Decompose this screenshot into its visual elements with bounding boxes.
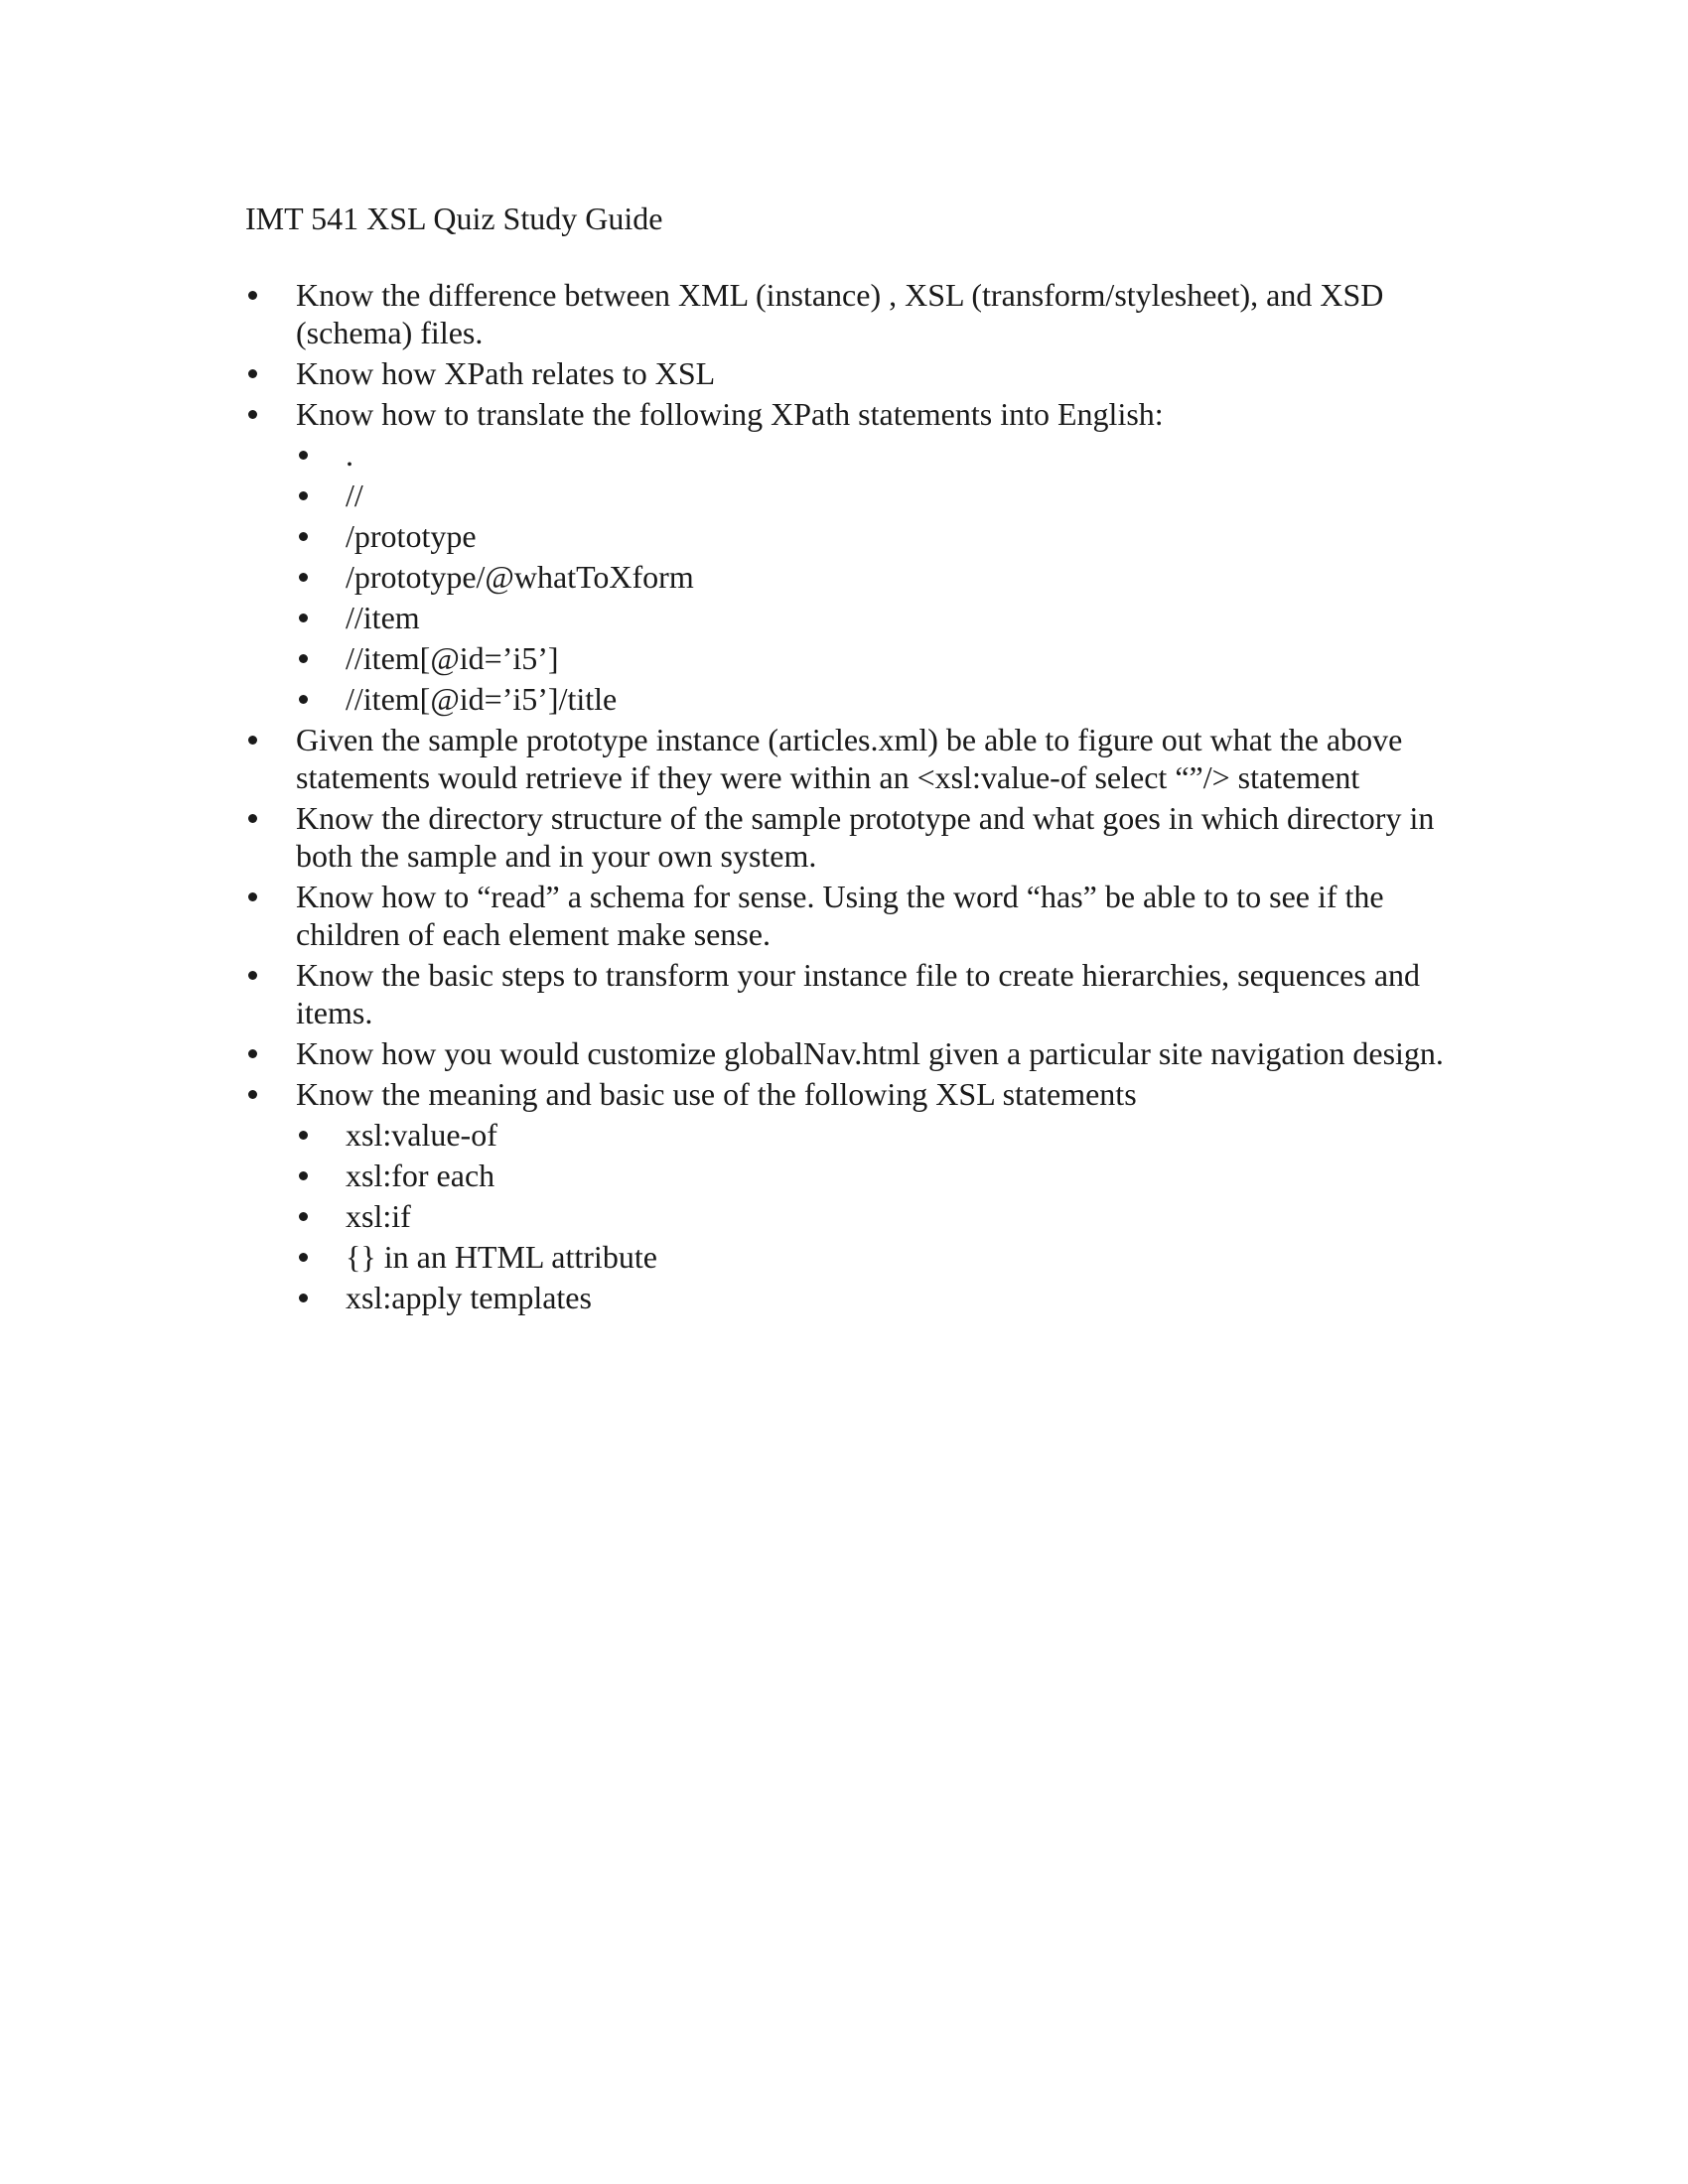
list-item [245, 799, 1457, 875]
sub-list-item: xsl:apply templates [296, 1279, 1457, 1316]
list-item-text: Know the directory structure of the sample prototype and what goes in which directory in both the sample and in your own system. [296, 800, 1435, 874]
list-item [245, 1034, 1457, 1072]
list-item-text: Know how to translate the following XPath statements into English: [296, 396, 1164, 432]
document-title: IMT 541 XSL Quiz Study Guide [245, 201, 663, 236]
xsl-statements-list [296, 1116, 1457, 1316]
sub-list-item: xsl:if [296, 1197, 1457, 1235]
sub-list-item: . [296, 436, 1457, 474]
list-item-text: Know how to “read” a schema for sense. Using the word “has” be able to to see if the children of each element make sense. [296, 879, 1384, 952]
list-item [245, 956, 1457, 1031]
list-item [245, 276, 1457, 351]
sub-list-item: //item [296, 599, 1457, 636]
list-item-text: Know the meaning and basic use of the following XSL statements [296, 1076, 1137, 1112]
list-item [245, 1075, 1457, 1316]
list-item-text: Know how you would customize globalNav.html given a particular site navigation design. [296, 1035, 1444, 1071]
study-guide-list [245, 276, 1457, 1319]
xpath-statements-list [296, 436, 1457, 718]
list-item-text: Given the sample prototype instance (articles.xml) be able to figure out what the above statements would retrieve if they were within an <xsl:value-of select “”/> statement [296, 722, 1403, 795]
sub-list-item: //item[@id=’i5’] [296, 639, 1457, 677]
sub-list-item: //item[@id=’i5’]/title [296, 680, 1457, 718]
sub-list-item: /prototype [296, 517, 1457, 555]
list-item-text: Know the difference between XML (instance) , XSL (transform/stylesheet), and XSD (schema) files. [296, 277, 1384, 350]
list-item-text: Know the basic steps to transform your instance file to create hierarchies, sequences and items. [296, 957, 1421, 1030]
list-item [245, 354, 1457, 392]
list-item-text: Know how XPath relates to XSL [296, 355, 716, 391]
sub-list-item: /prototype/@whatToXform [296, 558, 1457, 596]
list-item [245, 395, 1457, 718]
sub-list-item: // [296, 477, 1457, 514]
sub-list-item: xsl:value-of [296, 1116, 1457, 1154]
sub-list-item: {} in an HTML attribute [296, 1238, 1457, 1276]
list-item [245, 721, 1457, 796]
sub-list-item: xsl:for each [296, 1157, 1457, 1194]
list-item [245, 878, 1457, 953]
